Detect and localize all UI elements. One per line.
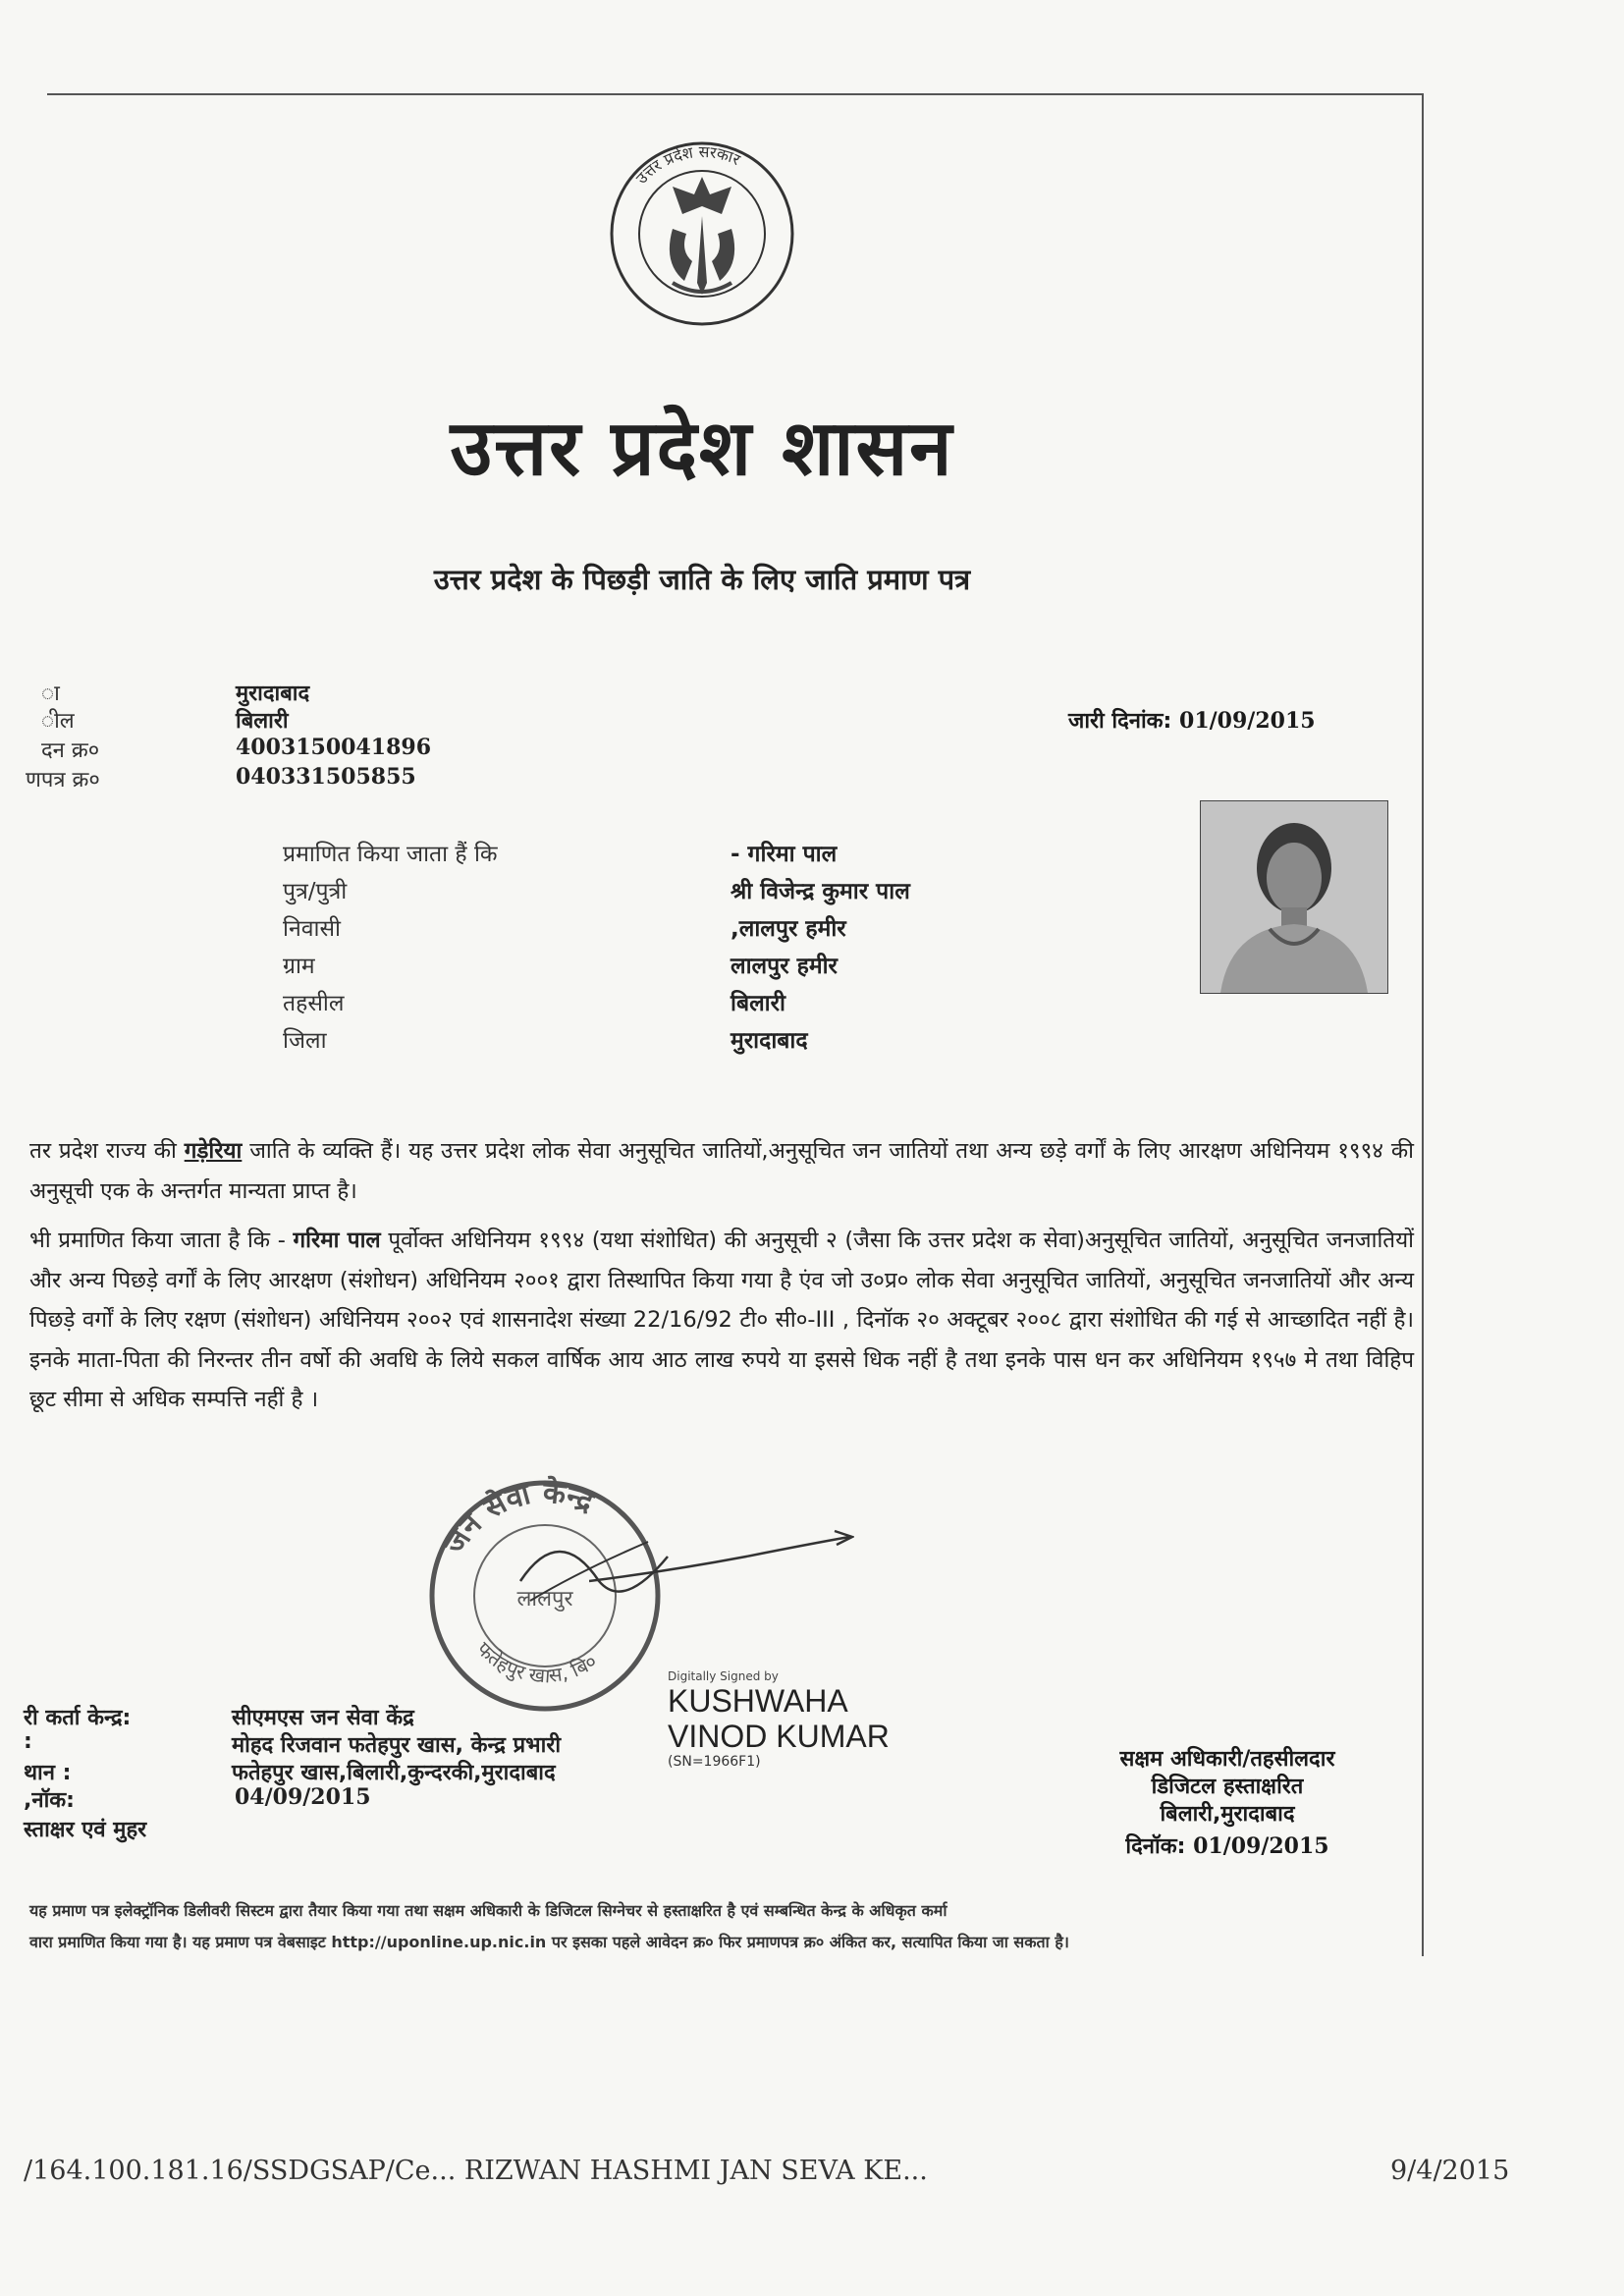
field-value-father: श्री विजेन्द्र कुमार पाल: [731, 879, 910, 904]
issuer-value-date: 04/09/2015: [235, 1784, 371, 1810]
verification-note: [29, 1895, 1424, 1958]
field-value-name: - गरिमा पाल: [731, 842, 838, 867]
field-value-village: लालपुर हमीर: [731, 954, 838, 979]
meta-value-application-no: 4003150041896: [236, 735, 431, 760]
issue-date-label: जारी दिनांक:: [1068, 709, 1172, 734]
field-value-tehsil: बिलारी: [731, 991, 786, 1016]
para2-post: पूर्वोक्त अधिनियम १९९४ (यथा संशोधित) की अनुसूची २ (जैसा कि उत्तर प्रदेश क सेवा)अनुसूचित जातियों, अनुसूचित जनजातियों और अन्य पिछड़े वर्गों के लिए आरक्षण (संशोधन) अधिनियम २००१ द्वारा तिस्थापित किया गया है एंव जो उ०प्र० लोक सेवा अनुसूचित जातियों, अनुसूचित जनजातियों और अन्य पिछड़े वर्गों के लिए रक्षण (संशोधन) अधिनियम २००२ एवं शासनादेश संख्या 22/16/92 टी० सी०-III , दिनॉक २० अक्टूबर २००८ द्वारा संशोधित की गई से आच्छादित नहीं है।इनके माता-पिता की निरन्तर तीन वर्षो की अवधि के लिये सकल वार्षिक आय आठ लाख रुपये या इससे धिक नहीं है तथा इनके पास धन कर अधिनियम १९५७ मे तथा विहिप छूट सीमा से अधिक सम्पत्ति नहीं है ।: [29, 1228, 1414, 1412]
person-photo-icon: [1201, 801, 1387, 993]
svg-text:उत्तर प्रदेश सरकार: [632, 142, 743, 188]
digital-signature-serial: (SN=1966F1): [668, 1754, 761, 1770]
meta-label-tehsil: ील: [41, 709, 75, 734]
stamp-top-text: जन सेवा केन्द्र: [437, 1475, 599, 1560]
authority-title: सक्षम अधिकारी/तहसीलदार: [1119, 1747, 1335, 1772]
certificate-paragraph-1: [29, 1131, 1414, 1211]
jan-seva-kendra-stamp-icon: [412, 1463, 677, 1728]
issuer-label-place: थान :: [24, 1761, 72, 1785]
stamp-bottom-text: फतेहपुर खास, बि०: [471, 1636, 602, 1688]
print-url: /164.100.181.16/SSDGSAP/Ce... RIZWAN HASHMI JAN SEVA KE...: [24, 2156, 928, 2186]
authority-date: [1060, 1832, 1394, 1861]
field-value-resident: ,लालपुर हमीर: [731, 916, 846, 942]
issuer-value-center: सीएमएस जन सेवा केंद्र: [232, 1706, 414, 1730]
meta-value-district: मुरादाबाद: [236, 682, 310, 706]
field-label-district: जिला: [283, 1028, 327, 1054]
uttar-pradesh-sarkar-emblem-icon: [604, 136, 800, 332]
para1-post: जाति के व्यक्ति हैं। यह उत्तर प्रदेश लोक सेवा अनुसूचित जातियों,अनुसूचित जन जातियों तथा अन्य छड़े वर्गों के लिए आरक्षण अधिनियम १९९४ की अनुसूची एक के अन्तर्गत मान्यता प्राप्त है।: [29, 1138, 1414, 1204]
authority-place: बिलारी,मुरादाबाद: [1160, 1802, 1295, 1827]
meta-label-district: ा: [41, 682, 60, 706]
authority-date-label: दिनॉक:: [1125, 1834, 1186, 1859]
field-label-son-daughter: पुत्र/पुत्री: [283, 879, 348, 904]
field-label-resident: निवासी: [283, 916, 341, 942]
svg-text:फतेहपुर खास, बि०: [472, 1637, 601, 1688]
certificate-paragraph-2: [29, 1221, 1414, 1420]
competent-authority: [1060, 1746, 1394, 1861]
digital-signature-caption: Digitally Signed by: [668, 1669, 779, 1683]
meta-label-certificate-no: णपत्र क्र०: [26, 768, 100, 793]
issuer-label-date: ,नॉक:: [24, 1788, 75, 1813]
applicant-photo: [1200, 800, 1388, 994]
issuer-label-center: री कर्ता केन्द्र:: [24, 1706, 132, 1730]
meta-value-tehsil: बिलारी: [236, 709, 289, 734]
certificate-fields: [283, 837, 970, 1063]
verification-note-line-1: यह प्रमाण पत्र इलेक्ट्रॉनिक डिलीवरी सिस्टम द्वारा तैयार किया गया तथा सक्षम अधिकारी के डिजिटल सिग्नेचर से हस्ताक्षरित है एवं सम्बन्धित केन्द्र के अधिकृत कर्मा: [29, 1901, 947, 1920]
issuer-label-operator: :: [24, 1729, 32, 1754]
svg-text:जन सेवा केन्द्र: [437, 1474, 599, 1560]
issuer-block: [24, 1702, 731, 1869]
print-date: 9/4/2015: [1390, 2156, 1510, 2186]
issuer-label-signature: स्ताक्षर एवं मुहर: [24, 1818, 147, 1842]
signature-stroke-icon: [589, 1527, 854, 1596]
verification-note-line-2: वारा प्रमाणित किया गया है। यह प्रमाण पत्र वेबसाइट http://uponline.up.nic.in पर इसका पहले आवेदन क्र० फिर प्रमाणपत्र क्र० अंकित कर, सत्यापित किया जा सकता है।: [29, 1933, 1069, 1951]
meta-value-certificate-no: 040331505855: [236, 764, 416, 790]
caste-name: गड़ेरिया: [184, 1138, 243, 1164]
page-title: उत्तर प्रदेश शासन: [450, 404, 954, 493]
field-label-village: ग्राम: [283, 954, 315, 979]
para1-pre: तर प्रदेश राज्य की: [29, 1138, 185, 1164]
certificate-subtitle: उत्तर प्रदेश के पिछड़ी जाति के लिए जाति प्रमाण पत्र: [433, 563, 971, 596]
field-value-district: मुरादाबाद: [731, 1028, 808, 1054]
field-label-certified: प्रमाणित किया जाता हैं कि: [283, 842, 498, 867]
digital-signer-line-1: KUSHWAHA: [668, 1683, 848, 1719]
issue-date: [1068, 705, 1316, 735]
meta-label-application-no: दन क्र०: [41, 738, 100, 763]
para2-pre: भी प्रमाणित किया जाता है कि -: [29, 1228, 294, 1253]
authority-date-value: 01/09/2015: [1193, 1833, 1329, 1859]
applicant-name: गरिमा पाल: [293, 1228, 381, 1253]
issue-date-value: 01/09/2015: [1179, 708, 1316, 734]
digital-signer-line-2: VINOD KUMAR: [668, 1719, 890, 1754]
field-label-tehsil: तहसील: [283, 991, 345, 1016]
issuer-value-operator: मोहद रिजवान फतेहपुर खास, केन्द्र प्रभारी: [232, 1733, 562, 1758]
issuer-value-place: फतेहपुर खास,बिलारी,कुन्दरकी,मुरादाबाद: [232, 1761, 556, 1785]
emblem-legend: उत्तर प्रदेश सरकार: [631, 141, 743, 188]
authority-digital: डिजिटल हस्ताक्षरित: [1151, 1775, 1304, 1799]
stamp-middle-text: लालपुर: [516, 1587, 573, 1612]
